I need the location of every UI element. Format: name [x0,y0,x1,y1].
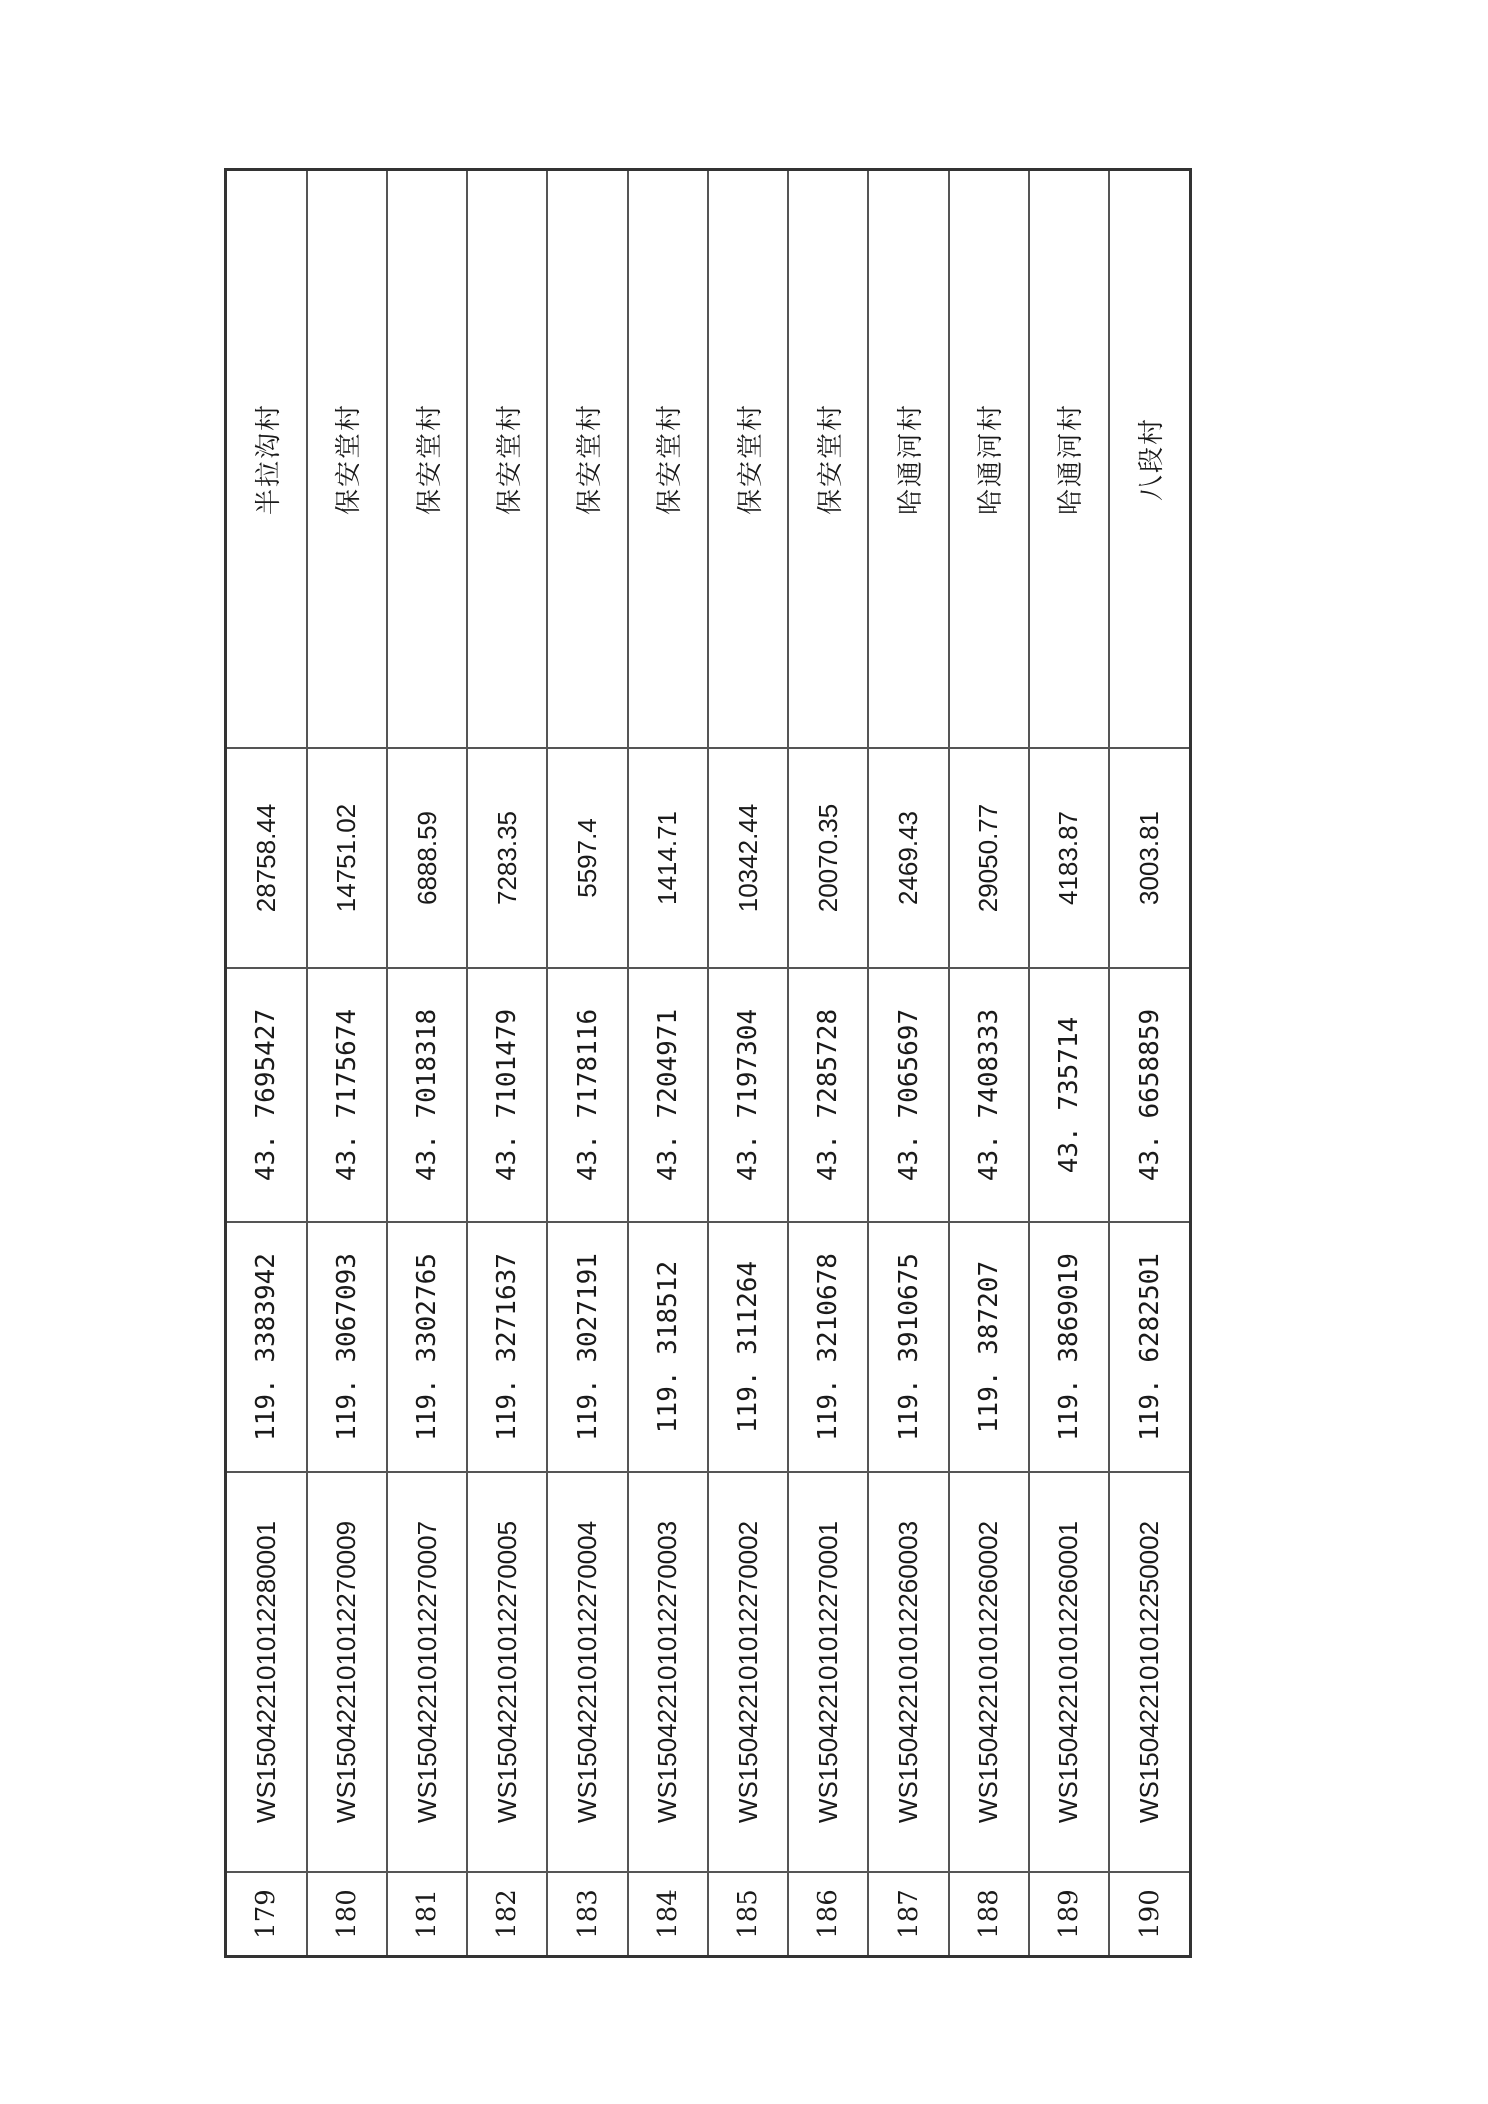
latitude-cell: 43. 7695427 [226,968,307,1222]
latitude-cell: 43. 7065697 [868,968,948,1222]
village-cell: 保安堂村 [628,170,708,749]
row-index-cell: 187 [868,1872,948,1957]
area-cell: 2469.43 [868,748,948,968]
row-index-cell: 179 [226,1872,307,1957]
latitude-cell: 43. 7101479 [467,968,547,1222]
table-row [949,170,1029,1957]
row-index-cell: 182 [467,1872,547,1957]
village-cell: 半拉沟村 [226,170,307,749]
table-row [628,170,708,1957]
parcel-code-cell: WS150422101012260001 [1029,1472,1109,1872]
longitude-cell: 119. 318512 [628,1222,708,1472]
longitude-cell: 119. 3271637 [467,1222,547,1472]
village-cell: 保安堂村 [708,170,788,749]
longitude-cell: 119. 3302765 [387,1222,467,1472]
table-row [387,170,467,1957]
row-index-cell: 180 [307,1872,387,1957]
row-index-cell: 183 [547,1872,627,1957]
data-table [224,168,1192,1958]
parcel-code-cell: WS150422101012270002 [708,1472,788,1872]
row-index-cell: 184 [628,1872,708,1957]
parcel-code-cell: WS150422101012270009 [307,1472,387,1872]
table-row [868,170,948,1957]
table-row [547,170,627,1957]
parcel-code-cell: WS150422101012270007 [387,1472,467,1872]
latitude-cell: 43. 6658859 [1109,968,1190,1222]
table-row [1029,170,1109,1957]
longitude-cell: 119. 387207 [949,1222,1029,1472]
area-cell: 10342.44 [708,748,788,968]
table-row [788,170,868,1957]
village-cell: 保安堂村 [307,170,387,749]
table-row [226,170,307,1957]
village-cell: 保安堂村 [387,170,467,749]
area-cell: 20070.35 [788,748,868,968]
row-index-cell: 185 [708,1872,788,1957]
row-index-cell: 190 [1109,1872,1190,1957]
longitude-cell: 119. 3869019 [1029,1222,1109,1472]
longitude-cell: 119. 3210678 [788,1222,868,1472]
latitude-cell: 43. 7175674 [307,968,387,1222]
longitude-cell: 119. 3383942 [226,1222,307,1472]
area-cell: 3003.81 [1109,748,1190,968]
latitude-cell: 43. 7178116 [547,968,627,1222]
longitude-cell: 119. 311264 [708,1222,788,1472]
village-cell: 哈通河村 [868,170,948,749]
row-index-cell: 186 [788,1872,868,1957]
longitude-cell: 119. 3027191 [547,1222,627,1472]
area-cell: 6888.59 [387,748,467,968]
latitude-cell: 43. 7204971 [628,968,708,1222]
latitude-cell: 43. 7285728 [788,968,868,1222]
table-body [226,170,1191,1957]
parcel-code-cell: WS150422101012250002 [1109,1472,1190,1872]
village-cell: 哈通河村 [949,170,1029,749]
village-cell: 保安堂村 [467,170,547,749]
row-index-cell: 181 [387,1872,467,1957]
parcel-code-cell: WS150422101012280001 [226,1472,307,1872]
area-cell: 7283.35 [467,748,547,968]
row-index-cell: 188 [949,1872,1029,1957]
area-cell: 4183.87 [1029,748,1109,968]
parcel-code-cell: WS150422101012270001 [788,1472,868,1872]
parcel-code-cell: WS150422101012270005 [467,1472,547,1872]
latitude-cell: 43. 7197304 [708,968,788,1222]
row-index-cell: 189 [1029,1872,1109,1957]
latitude-cell: 43. 7018318 [387,968,467,1222]
area-cell: 1414.71 [628,748,708,968]
parcel-code-cell: WS150422101012270004 [547,1472,627,1872]
village-cell: 保安堂村 [788,170,868,749]
parcel-code-cell: WS150422101012260003 [868,1472,948,1872]
area-cell: 28758.44 [226,748,307,968]
longitude-cell: 119. 3910675 [868,1222,948,1472]
village-cell: 八段村 [1109,170,1190,749]
area-cell: 14751.02 [307,748,387,968]
village-cell: 哈通河村 [1029,170,1109,749]
longitude-cell: 119. 6282501 [1109,1222,1190,1472]
latitude-cell: 43. 7408333 [949,968,1029,1222]
table-row [1109,170,1190,1957]
area-cell: 29050.77 [949,748,1029,968]
area-cell: 5597.4 [547,748,627,968]
table-row [708,170,788,1957]
table-row [467,170,547,1957]
parcel-code-cell: WS150422101012270003 [628,1472,708,1872]
village-cell: 保安堂村 [547,170,627,749]
table-row [307,170,387,1957]
latitude-cell: 43. 735714 [1029,968,1109,1222]
table-container [224,168,1192,1958]
parcel-code-cell: WS150422101012260002 [949,1472,1029,1872]
longitude-cell: 119. 3067093 [307,1222,387,1472]
